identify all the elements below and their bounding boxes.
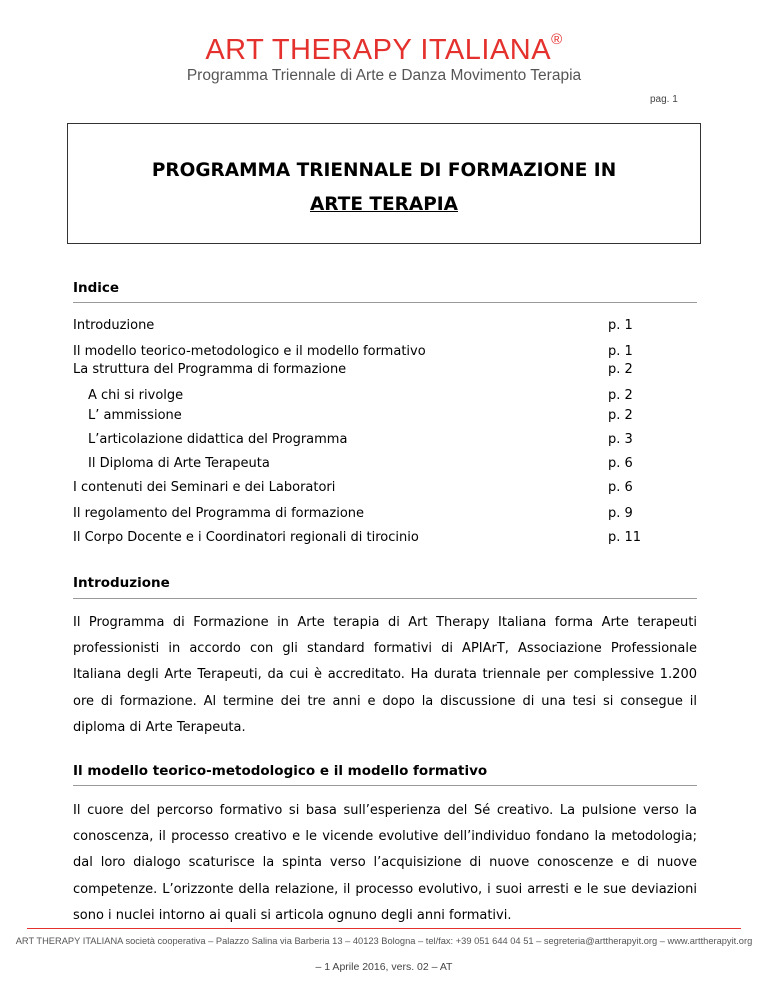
registered-mark: ® [551, 31, 563, 49]
brand-title [0, 31, 768, 67]
model-paragraph: Il cuore del percorso formativo si basa sull’esperienza del Sé creativo. La pulsione verso la conoscenza, il processo creativo e le vicende evolutive dell’individuo fondano la metodologia; dal loro dialogo scaturisce la spinta verso l’acquisizione di nuove conoscenze e di nuove competenze. L’orizzonte della relazione, il processo evolutivo, i suoi arresti e le sue deviazioni sono i nuclei intorno ai quali si articola ognuno degli anni formativi. [73, 803, 697, 923]
toc-item-label: Il modello teorico-metodologico e il modello formativo [73, 344, 426, 359]
page-number: pag. 1 [650, 94, 678, 105]
toc-item[interactable] [73, 408, 697, 428]
footer-brand: ART THERAPY ITALIANA [15, 936, 123, 946]
toc-item-page: p. 2 [608, 408, 633, 423]
intro-heading: Introduzione [73, 575, 170, 591]
footer-address: società cooperativa – Palazzo Salina via Barberia 13 – 40123 Bologna – tel/fax: +39 051 644 04 51 – segreteria@arttherapyit.org – www.arttherapyit.org [125, 936, 753, 946]
footer-divider [27, 928, 741, 929]
toc-item[interactable] [73, 506, 697, 526]
toc-item[interactable] [73, 362, 697, 382]
toc-item-page: p. 1 [608, 344, 633, 359]
toc-item-page: p. 1 [608, 318, 633, 333]
footer-address-line [0, 936, 768, 946]
toc-item-label: Il Corpo Docente e i Coordinatori regionali di tirocinio [73, 530, 419, 545]
toc-divider [73, 302, 697, 303]
toc-item[interactable] [73, 530, 697, 550]
brand-subtitle: Programma Triennale di Arte e Danza Movimento Terapia [186, 67, 582, 84]
toc-item-label: L’articolazione didattica del Programma [88, 432, 348, 447]
toc-item-page: p. 6 [608, 456, 633, 471]
title-box [67, 123, 701, 244]
toc-item[interactable] [73, 388, 697, 408]
model-divider [73, 785, 697, 786]
toc-item-page: p. 9 [608, 506, 633, 521]
toc-item-label: Il regolamento del Programma di formazione [73, 506, 365, 521]
model-heading: Il modello teorico-metodologico e il modello formativo [73, 763, 488, 779]
intro-paragraph: Il Programma di Formazione in Arte terapia di Art Therapy Italiana forma Arte terapeuti professionisti in accordo con gli standard formativi di APIArT, Associazione Professionale Italiana degli Arte Terapeuti, da cui è accreditato. Ha durata triennale per complessive 1.200 ore di formazione. Al termine dei tre anni e dopo la discussione di una tesi si consegue il diploma di Arte Terapeuta. [73, 615, 697, 735]
toc-item-page: p. 3 [608, 432, 633, 447]
toc-item-page: p. 2 [608, 388, 633, 403]
toc-item-label: I contenuti dei Seminari e dei Laboratori [73, 480, 336, 495]
toc-item-label: A chi si rivolge [88, 388, 184, 403]
toc-item-page: p. 6 [608, 480, 633, 495]
toc-item-label: Introduzione [73, 318, 155, 333]
toc-item[interactable] [73, 432, 697, 452]
toc-item-label: L’ ammissione [88, 408, 182, 423]
toc-heading: Indice [73, 280, 120, 296]
brand-title-text: ART THERAPY ITALIANA [205, 34, 552, 66]
toc-item-label: La struttura del Programma di formazione [73, 362, 347, 377]
footer-version: – 1 Aprile 2016, vers. 02 – AT [315, 961, 453, 973]
toc-item[interactable] [73, 318, 697, 338]
document-title-line1: PROGRAMMA TRIENNALE DI FORMAZIONE IN [151, 160, 617, 181]
toc-item-page: p. 2 [608, 362, 633, 377]
intro-divider [73, 598, 697, 599]
document-title-line2: ARTE TERAPIA [309, 194, 458, 215]
toc-item-page: p. 11 [608, 530, 642, 545]
toc-item[interactable] [73, 480, 697, 500]
toc-item-label: Il Diploma di Arte Terapeuta [88, 456, 270, 471]
toc-item[interactable] [73, 344, 697, 364]
toc-item[interactable] [73, 456, 697, 476]
